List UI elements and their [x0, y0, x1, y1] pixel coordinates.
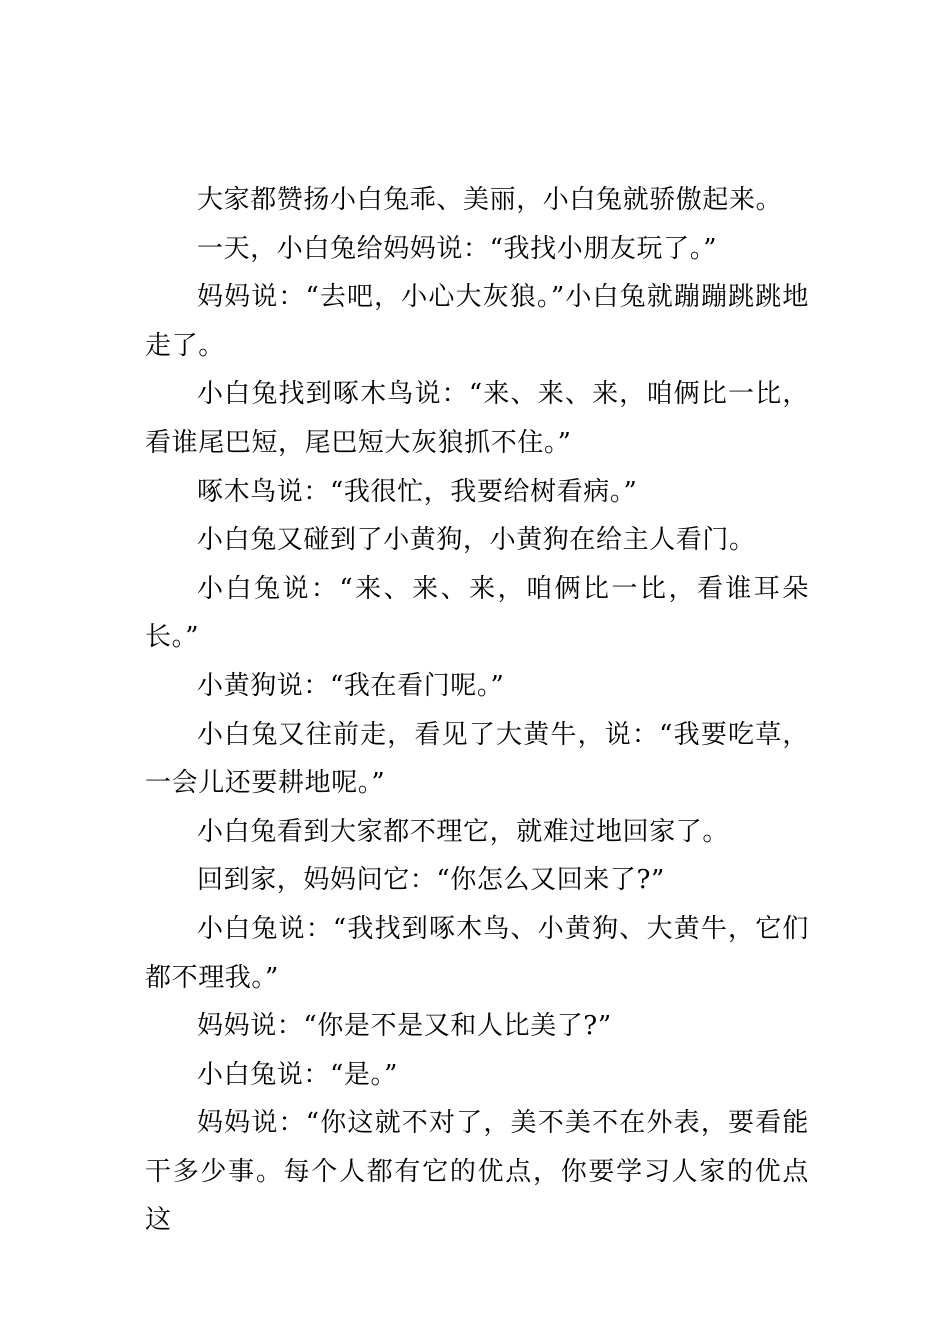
paragraph-15: 妈妈说：“你这就不对了，美不美不在外表，要看能干多少事。每个人都有它的优点，你要学习人家的优点这 — [145, 1108, 809, 1236]
paragraph-10: 小白兔看到大家都不理它，就难过地回家了。 — [197, 816, 730, 847]
story-text — [145, 176, 809, 1245]
paragraph-6: 小白兔又碰到了小黄狗，小黄狗在给主人看门。 — [197, 525, 756, 556]
paragraph-5: 啄木鸟说：“我很忙，我要给树看病。” — [197, 476, 638, 507]
paragraph-2: 一天，小白兔给妈妈说：“我找小朋友玩了。” — [197, 233, 718, 264]
paragraph-13: 妈妈说：“你是不是又和人比美了?” — [197, 1011, 612, 1042]
paragraph-1: 大家都赞扬小白兔乖、美丽，小白兔就骄傲起来。 — [197, 185, 783, 215]
paragraph-14: 小白兔说：“是。” — [197, 1059, 398, 1090]
paragraph-7: 小白兔说：“来、来、来，咱俩比一比，看谁耳朵长。” — [145, 573, 809, 653]
paragraph-12: 小白兔说：“我找到啄木鸟、小黄狗、大黄牛，它们都不理我。” — [145, 913, 809, 993]
paragraph-3: 妈妈说：“去吧，小心大灰狼。”小白兔就蹦蹦跳跳地走了。 — [145, 282, 809, 361]
paragraph-9: 小白兔又往前走，看见了大黄牛，说：“我要吃草，一会儿还要耕地呢。” — [145, 719, 809, 799]
paragraph-11: 回到家，妈妈问它：“你怎么又回来了?” — [197, 865, 665, 896]
paragraph-4: 小白兔找到啄木鸟说：“来、来、来，咱俩比一比，看谁尾巴短，尾巴短大灰狼抓不住。” — [145, 379, 809, 458]
paragraph-8: 小黄狗说：“我在看门呢。” — [197, 670, 505, 701]
